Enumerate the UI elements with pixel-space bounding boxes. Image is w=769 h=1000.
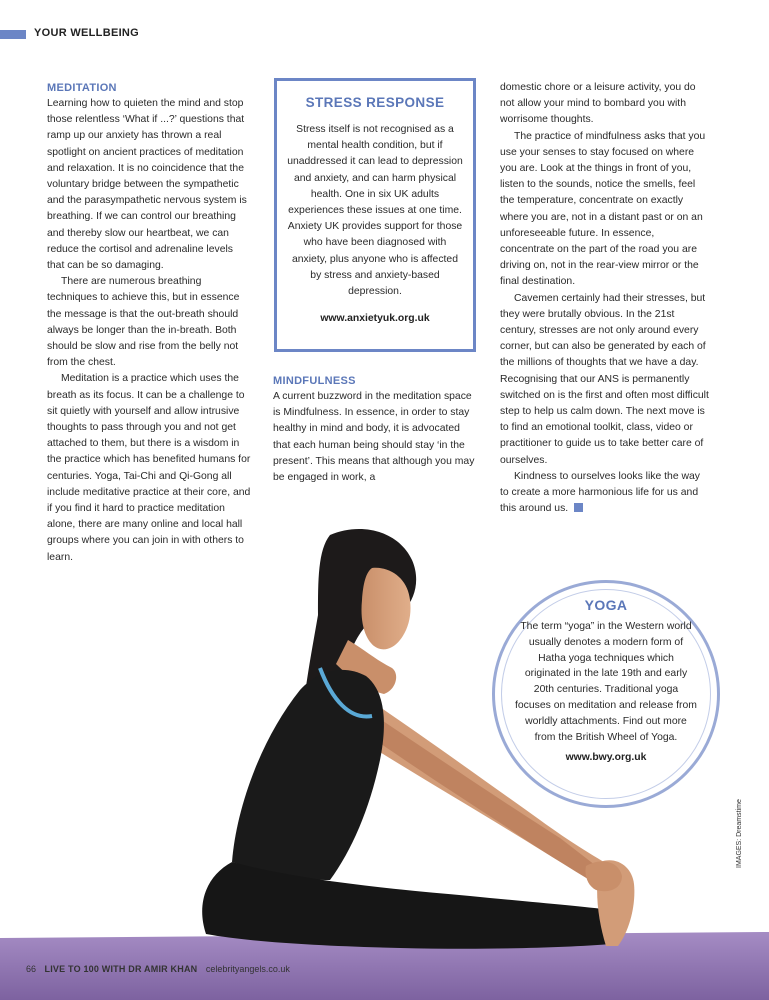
yoga-body: The term “yoga” in the Western world usually denotes a modern form of Hatha yoga techniques which originated in the late 19th and early 20th centuries. Traditional yoga focuses on meditation and release from worldly attachments. Find out more from the British Wheel of Yoga. [515, 621, 697, 743]
col3-paragraph-1: domestic chore or a leisure activity, you do not allow your mind to bombard you with worrisome thoughts. [500, 82, 696, 126]
stress-response-box [274, 78, 476, 352]
meditation-heading: MEDITATION [47, 82, 117, 94]
bwy-link[interactable]: www.bwy.org.uk [565, 752, 647, 764]
tank-top [232, 670, 384, 880]
yoga-callout [492, 580, 720, 808]
col3-paragraph-4: Kindness to ourselves looks like the way to create a more harmonious life for us and this around us. [500, 470, 700, 515]
mindfulness-column [273, 373, 475, 486]
mindfulness-continued-column [500, 80, 710, 517]
meditation-paragraph-2: There are numerous breathing techniques to achieve this, but in essence the message is that the out-breath should always be longer than the in-breath. Both should be slow and rise from the belly not from the chest. [47, 276, 240, 369]
col3-paragraph-3: Cavemen certainly had their stresses, but they were brutally obvious. In the 21st century, stresses are not only around every corner, but can also be generated by each of the millions of thoughts that we have a day. Recognising that our ANS is permanently switched on is the first and often most difficult step to help us calm down. The next move is to find an emotional toolkit, class, video or practitioner to guide us to take better care of ourselves. [500, 292, 709, 466]
meditation-column [47, 80, 252, 566]
website-link[interactable]: celebrityangels.co.uk [205, 964, 290, 974]
legs [202, 862, 612, 949]
page-number: 66 [26, 964, 37, 974]
mindfulness-heading: MINDFULNESS [273, 375, 356, 387]
section-label: YOUR WELLBEING [34, 27, 140, 39]
image-credit: IMAGES: Dreamstime [736, 799, 743, 868]
stress-response-title: STRESS RESPONSE [305, 95, 445, 110]
meditation-paragraph-1: Learning how to quieten the mind and stop those relentless ‘What if ...?’ questions that ramp up our anxiety has thrown a real spotlight on ancient practices of meditation and relaxation. It is no coincidence that the voluntary bridge between the sympathetic and the parasympathetic nervous system is breathing. If we can control our breathing and thereby slow our heartbeat, we can reduce the cortisol and adrenaline levels that can be so damaging. [47, 98, 247, 272]
mindfulness-paragraph-1: A current buzzword in the meditation space is Mindfulness. In essence, in order to stay healthy in mind and body, it is advocated that each human being should stay ‘in the present’. This means that although you may be engaged in work, a [273, 391, 475, 484]
col3-paragraph-2: The practice of mindfulness asks that you use your senses to stay focused on where you are. Look at the things in front of you, listen to the sounds, notice the smells, feel the temperature, concentrate on exactly where you are, not in a distant past or on an unforeseeable future. In essence, concentrate on the part of the road you are driving on, not in the rear-view mirror or the final destination. [500, 130, 706, 288]
section-marker [0, 30, 26, 39]
yoga-title: YOGA [584, 597, 628, 613]
publication-title: LIVE TO 100 WITH DR AMIR KHAN [44, 964, 198, 974]
meditation-paragraph-3: Meditation is a practice which uses the breath as its focus. It can be a challenge to sit quietly with yourself and allow intrusive thoughts to pass through you and not get attached to them, but there is a wisdom in the practice which has benefited humans for centuries. Yoga, Tai-Chi and Qi-Gong all include meditative practice at their core, and if you find it hard to practice meditation alone, there are many online and local hall groups where you can join in with others to learn. [47, 373, 251, 563]
anxietyuk-link[interactable]: www.anxietyuk.org.uk [320, 313, 430, 325]
page-footer [26, 964, 290, 974]
stress-response-body: Stress itself is not recognised as a mental health condition, but if unaddressed it can lead to depression and anxiety, and can harm physical health. One in six UK adults experiences these issues at one time. Anxiety UK provides support for those who have been diagnosed with anxiety, plus anyone who is affected by stress and anxiety-based depression. [287, 124, 463, 298]
